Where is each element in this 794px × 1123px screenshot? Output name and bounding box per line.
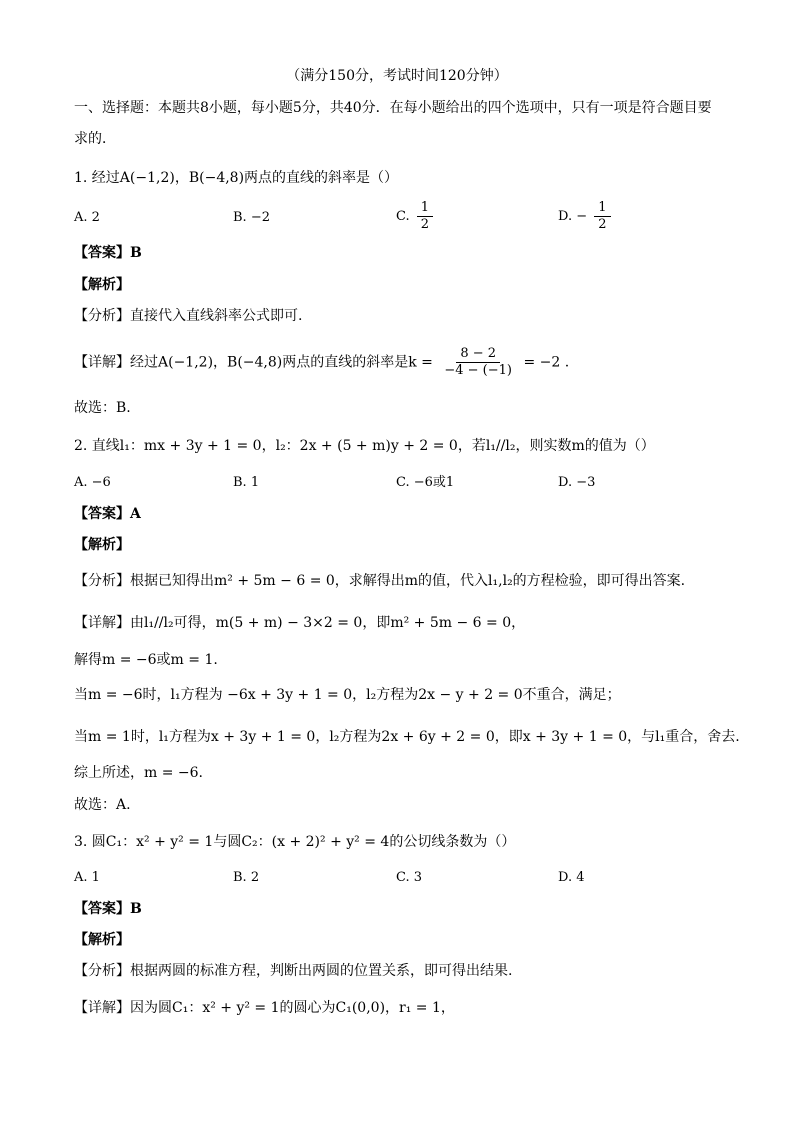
q1-detail-numerator: 8 − 2 — [456, 346, 500, 363]
q3-option-c: C. 3 — [396, 870, 423, 885]
q1-option-b: B. −2 — [233, 210, 270, 225]
q2-analysis-tag: 【解析】 — [74, 537, 130, 553]
q2-detail-2: 解得m = −6或m = 1. — [74, 652, 218, 668]
q2-detail-3: 当m = −6时，l₁方程为 −6x + 3y + 1 = 0，l₂方程为2x − y + 2 = 0不重合，满足； — [74, 687, 621, 703]
section-heading-line2: 求的． — [74, 131, 116, 147]
q2-option-d: D. −3 — [558, 475, 596, 490]
q1-detail-denominator: −4 − (−1) — [444, 363, 512, 378]
header-note: （满分150分，考试时间120分钟） — [286, 68, 508, 84]
q1-option-c-fraction — [417, 200, 433, 233]
q2-stem: 2. 直线l₁：mx + 3y + 1 = 0，l₂：2x + (5 + m)y + 2 = 0，若l₁//l₂，则实数m的值为（） — [74, 438, 655, 454]
q2-option-b: B. 1 — [233, 475, 260, 490]
q1-detail — [74, 346, 734, 379]
q1-stem: 1. 经过A(−1,2)，B(−4,8)两点的直线的斜率是（） — [74, 170, 399, 186]
q3-analysis-tag: 【解析】 — [74, 932, 130, 948]
q2-conclusion: 故选：A. — [74, 797, 131, 813]
q1-detail-result: = −2 . — [523, 354, 570, 371]
q1-option-c-numerator: 1 — [417, 200, 433, 217]
q1-option-d-label: D. − — [558, 209, 588, 224]
q3-option-d: D. 4 — [558, 870, 585, 885]
q1-option-d-fraction — [594, 200, 610, 233]
q2-option-a: A. −6 — [74, 475, 111, 490]
q2-fenxi: 【分析】根据已知得出m² + 5m − 6 = 0，求解得出m的值，代入l₁,l₂的方程检验，即可得出答案. — [74, 573, 686, 589]
q1-option-a: A. 2 — [74, 210, 100, 225]
section-heading-line1: 一、选择题：本题共8小题，每小题5分，共40分．在每小题给出的四个选项中，只有一项是符合题目要 — [74, 100, 712, 116]
q3-detail-1: 【详解】因为圆C₁：x² + y² = 1的圆心为C₁(0,0)，r₁ = 1， — [74, 1000, 455, 1016]
q1-conclusion: 故选：B. — [74, 400, 131, 416]
q3-stem: 3. 圆C₁：x² + y² = 1与圆C₂：(x + 2)² + y² = 4的公切线条数为（） — [74, 834, 516, 850]
q1-option-d-numerator: 1 — [594, 200, 610, 217]
q2-answer: 【答案】A — [74, 506, 141, 522]
q3-fenxi: 【分析】根据两圆的标准方程，判断出两圆的位置关系，即可得出结果. — [74, 963, 513, 979]
q1-analysis-tag: 【解析】 — [74, 277, 130, 293]
q2-detail-1: 【详解】由l₁//l₂可得，m(5 + m) − 3×2 = 0，即m² + 5m − 6 = 0， — [74, 615, 526, 631]
q1-option-d — [558, 200, 614, 233]
q2-option-c: C. −6或1 — [396, 475, 455, 490]
q2-detail-4: 当m = 1时，l₁方程为x + 3y + 1 = 0，l₂方程为2x + 6y + 2 = 0，即x + 3y + 1 = 0，与l₁重合，舍去. — [74, 729, 740, 745]
q3-option-a: A. 1 — [74, 870, 100, 885]
q1-option-c-denominator: 2 — [420, 217, 430, 232]
q1-fenxi: 【分析】直接代入直线斜率公式即可. — [74, 308, 303, 324]
q3-answer: 【答案】B — [74, 901, 142, 917]
q1-option-c-label: C. — [396, 209, 410, 224]
q1-detail-fraction — [440, 346, 516, 379]
q1-answer: 【答案】B — [74, 245, 142, 261]
q2-detail-5: 综上所述，m = −6. — [74, 765, 203, 781]
q3-option-b: B. 2 — [233, 870, 260, 885]
q1-detail-text: 【详解】经过A(−1,2)，B(−4,8)两点的直线的斜率是k = — [74, 354, 433, 371]
q1-option-d-denominator: 2 — [598, 217, 607, 232]
q1-option-c — [396, 200, 436, 233]
